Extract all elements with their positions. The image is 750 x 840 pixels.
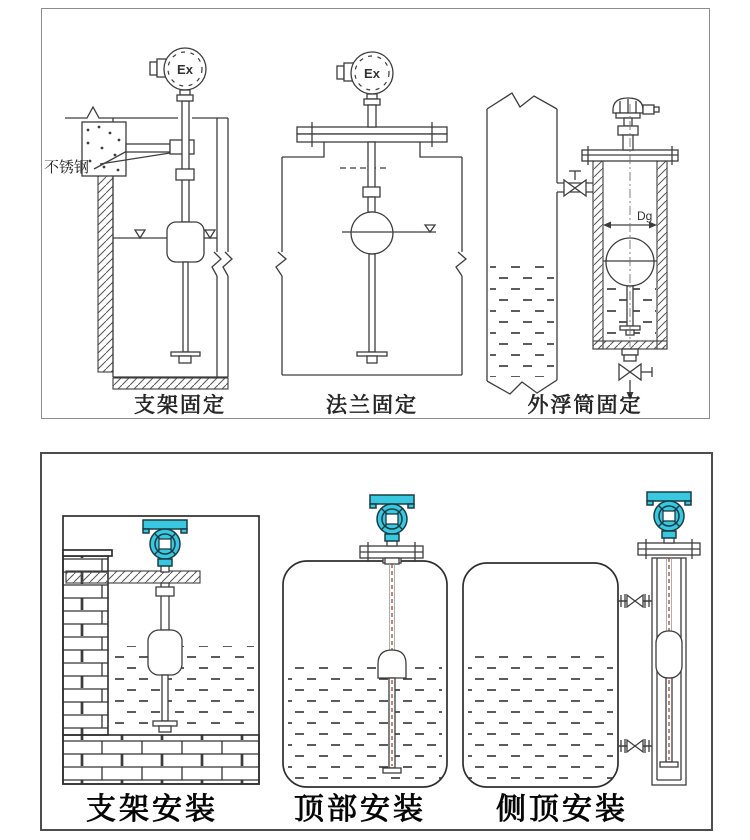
caption-flange-fixing: 法兰固定 [326,394,418,417]
diagram-flange-fixing [275,52,469,417]
tank-liquid [112,646,254,732]
wall-break [209,252,234,276]
diagram-bracket-install [63,516,259,826]
ball-float [351,212,393,254]
transmitter-head-icon [613,98,659,150]
stem-pipe [182,101,189,222]
transmitter-head-ex-icon [150,48,206,101]
caption-side-top-install: 侧顶安装 [496,793,628,826]
caption-bracket-install: 支架安装 [86,793,218,826]
upper-isolation-valve [618,594,652,608]
tank-liquid [468,650,613,780]
inlet-valve [557,171,593,196]
guide-rod [183,262,188,352]
diagram-bracket-fixing [44,48,234,417]
bracket-shelf [66,571,200,583]
caption-bracket-fixing: 支架固定 [134,394,226,417]
fixing-methods-panel [41,8,710,419]
chamber-wall [593,160,603,349]
transmitter-head-icon [647,492,691,543]
fixing-methods-drawing [42,9,709,418]
tank-liquid [490,264,554,377]
stainless-steel-note: 不锈钢 [44,159,90,176]
installation-methods-panel [40,452,713,831]
float [378,650,406,678]
ex-label: Ex [364,66,380,81]
pipe-coupling [156,587,174,596]
diagram-top-install [283,495,447,826]
tank-liquid [288,661,442,782]
guide-rod [162,675,168,721]
transmitter-head-icon [370,495,414,546]
drain-valve [619,349,652,400]
dg-label: Dg [637,209,653,223]
caption-top-install: 顶部安装 [294,793,426,826]
lower-isolation-valve [618,739,652,753]
transmitter-head-icon [143,520,187,572]
wall-cap [63,550,112,556]
water-level-mark [425,225,435,232]
pipe-coupling [363,187,380,197]
diagram-side-top-install [463,492,700,826]
float [148,630,182,675]
diagram-external-chamber-fixing [487,93,678,417]
guide-rod [369,254,375,352]
water-level-mark [205,230,215,238]
float [167,222,204,262]
brick-floor [63,735,259,784]
caption-external-chamber-fixing: 外浮筒固定 [527,394,643,417]
transmitter-head-ex-icon [337,52,393,127]
installation-methods-drawing [42,454,711,829]
float [656,631,682,678]
water-level-mark [135,230,145,238]
chamber-wall [657,160,667,349]
bracket-arm [126,144,170,152]
pipe-coupling [176,169,194,180]
ex-label: Ex [177,62,193,77]
